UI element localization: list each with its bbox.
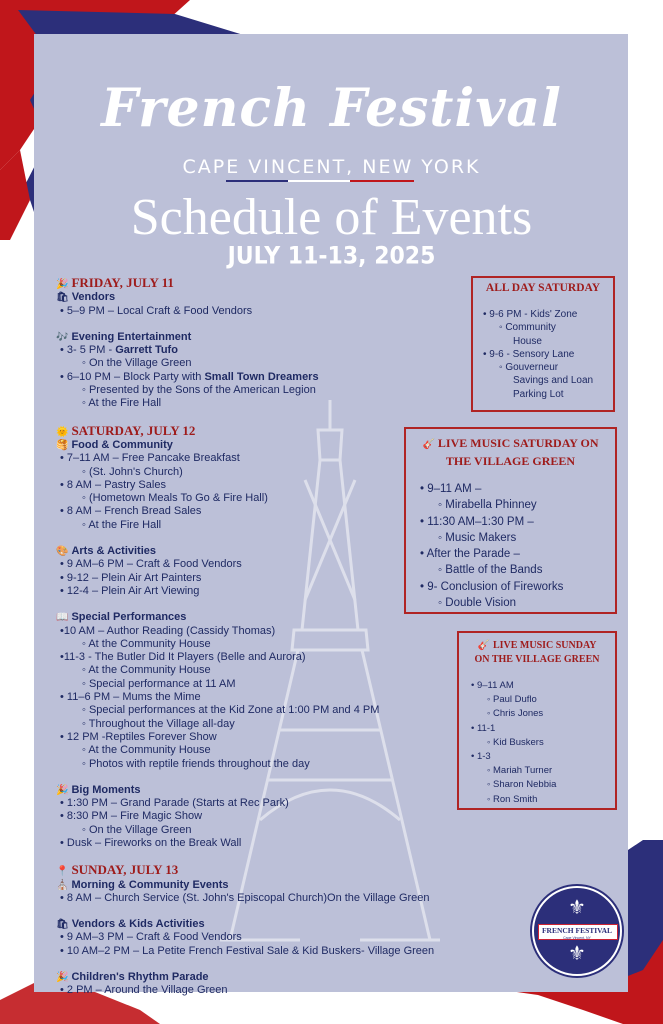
location-subtitle: CAPE VINCENT, NEW YORK — [182, 156, 481, 178]
list-subitem-cont: House — [513, 335, 542, 347]
list-subitem: ◦ Chris Jones — [487, 708, 544, 720]
evening-title: Evening Entertainment — [71, 330, 192, 343]
sunday-morning-section — [56, 863, 516, 905]
list-subitem: ◦ Music Makers — [438, 531, 517, 544]
live-music-saturday-box — [404, 427, 617, 614]
list-item: • 8 AM – Church Service (St. John's Episcopal Church)On the Village Green — [60, 891, 430, 904]
list-item: • 9- Conclusion of Fireworks — [420, 580, 564, 593]
list-item: • 9-6 - Sensory Lane — [483, 348, 575, 360]
list-item: • 9 AM–3 PM – Craft & Food Vendors — [60, 931, 242, 944]
list-subitem: ◦ Special performances at the Kid Zone at 1:00 PM and 4 PM — [82, 704, 380, 717]
special-title: Special Performances — [71, 611, 187, 624]
arts-title: Arts & Activities — [71, 545, 157, 558]
list-subitem: ◦ Double Vision — [438, 597, 517, 610]
list-item: • 8:30 PM – Fire Magic Show — [60, 810, 203, 823]
party-popper-icon: 🎉 — [56, 784, 69, 796]
list-subitem: ◦ Community — [499, 322, 556, 334]
friday-evening-section — [56, 331, 516, 411]
party-popper-icon: 🎉 — [56, 279, 69, 290]
list-item: • 3- 5 PM - Garrett Tufo — [60, 344, 178, 357]
list-subitem: ◦ Battle of the Bands — [438, 564, 543, 577]
list-subitem: ◦ Paul Duflo — [487, 694, 537, 706]
music-sun-title-1: LIVE MUSIC SUNDAY — [492, 640, 597, 651]
saturday-heading: SATURDAY, JULY 12 — [71, 422, 196, 438]
list-item: • 9-6 PM - Kids' Zone — [483, 309, 578, 320]
rhythm-title: Children's Rhythm Parade — [71, 971, 209, 984]
list-item: • 12 PM -Reptiles Forever Show — [60, 730, 217, 743]
list-subitem: ◦ On the Village Green — [82, 823, 192, 836]
friday-heading: FRIDAY, JULY 11 — [71, 275, 174, 290]
list-subitem: ◦ Ron Smith — [487, 793, 538, 805]
list-item: • Dusk – Fireworks on the Break Wall — [60, 836, 242, 849]
sunday-vendors-section — [56, 918, 516, 958]
festival-dates: JULY 11-13, 2025 — [227, 242, 436, 271]
list-item: • 2 PM – Around the Village Green — [60, 984, 228, 997]
list-item: • 5–9 PM – Local Craft & Food Vendors — [60, 304, 253, 317]
list-item: • 1:30 PM – Grand Parade (Starts at Rec Park) — [60, 797, 289, 810]
shopping-bags-icon: 🛍 — [56, 292, 69, 304]
underline-white — [288, 180, 350, 182]
schedule-title: Schedule of Events — [130, 189, 533, 246]
sunday-rhythm-section — [56, 971, 516, 998]
underline-red — [350, 180, 414, 182]
list-item: • 6–10 PM – Block Party with Small Town Dreamers — [60, 370, 319, 383]
list-item: • 7–11 AM – Free Pancake Breakfast — [60, 452, 240, 465]
shopping-bags-icon: 🛍 — [56, 919, 69, 931]
fleur-de-lis-icon: ⚜ — [568, 897, 586, 919]
list-subitem: ◦ At the Community House — [82, 664, 211, 677]
fleur-de-lis-icon: ⚜ — [568, 943, 586, 965]
list-subitem: ◦ Photos with reptile friends throughout the day — [82, 757, 310, 770]
music-sun-title-2: ON THE VILLAGE GREEN — [474, 654, 600, 665]
pancake-icon: 🥞 — [56, 439, 69, 451]
sun-icon: 🌞 — [56, 426, 69, 438]
list-item: • 9–11 AM — [471, 680, 514, 691]
list-item: • 1-3 — [471, 751, 491, 763]
list-subitem: ◦ At the Fire Hall — [82, 518, 162, 531]
logo-subtext: Cape Vincent, NY — [563, 936, 591, 940]
list-subitem: ◦ Gouverneur — [499, 362, 559, 374]
list-item: • 10 AM–2 PM – La Petite French Festival Sale & Kid Buskers- Village Green — [60, 944, 435, 957]
sunday-vendors-title: Vendors & Kids Activities — [71, 918, 205, 931]
list-item: •11-3 - The Butler Did It Players (Belle and Aurora) — [60, 651, 306, 664]
list-item: • After the Parade – — [420, 548, 520, 561]
friday-vendors-title: Vendors — [71, 291, 116, 304]
church-icon: ⛪ — [56, 879, 69, 891]
list-subitem: ◦ At the Community House — [82, 637, 211, 650]
saturday-big-section — [56, 784, 516, 850]
morning-title: Morning & Community Events — [71, 878, 229, 891]
list-item: • 8 AM – Pastry Sales — [60, 478, 166, 491]
food-title: Food & Community — [71, 438, 173, 451]
music-sat-title-1: LIVE MUSIC SATURDAY ON — [437, 436, 599, 450]
list-subitem: ◦ Mariah Turner — [487, 765, 553, 777]
list-item: • 9-12 – Plein Air Art Painters — [60, 571, 202, 584]
pin-icon: 📍 — [56, 866, 69, 878]
guitar-icon: 🎸 — [422, 439, 435, 450]
book-icon: 📖 — [56, 612, 69, 624]
all-day-saturday-box — [471, 276, 615, 412]
sunday-heading: SUNDAY, JULY 13 — [71, 862, 179, 878]
list-subitem-cont: Parking Lot — [513, 388, 564, 400]
music-sat-title-2: THE VILLAGE GREEN — [445, 454, 576, 468]
festival-title: French Festival — [101, 78, 562, 139]
festival-logo — [532, 886, 622, 976]
big-moments-title: Big Moments — [71, 783, 141, 796]
list-item: • 9–11 AM – — [420, 483, 482, 495]
list-subitem: ◦ On the Village Green — [82, 357, 192, 370]
list-subitem: ◦ Mirabella Phinney — [438, 499, 537, 512]
list-subitem: ◦ At the Fire Hall — [82, 397, 162, 410]
list-subitem: ◦ Throughout the Village all-day — [82, 717, 235, 730]
list-subitem: ◦ (St. John's Church) — [82, 465, 183, 478]
music-notes-icon: 🎶 — [56, 331, 69, 343]
friday-section — [56, 276, 516, 318]
palette-icon: 🎨 — [56, 546, 69, 558]
list-subitem-cont: Savings and Loan — [513, 375, 594, 387]
list-subitem: ◦ Presented by the Sons of the American Legion — [82, 384, 316, 397]
party-popper-icon: 🎉 — [56, 972, 69, 984]
list-subitem: ◦ Kid Buskers — [487, 736, 544, 748]
saturday-special-section — [56, 611, 516, 771]
list-subitem: ◦ (Hometown Meals To Go & Fire Hall) — [82, 492, 268, 505]
list-item: • 11:30 AM–1:30 PM – — [420, 515, 534, 528]
list-item: • 8 AM – French Bread Sales — [60, 505, 202, 518]
list-item: •10 AM – Author Reading (Cassidy Thomas) — [60, 624, 276, 637]
underline-blue — [226, 180, 288, 182]
list-subitem: ◦ At the Community House — [82, 744, 211, 757]
schedule-column — [56, 276, 516, 1011]
list-item: • 11-1 — [471, 722, 496, 734]
list-subitem: ◦ Sharon Nebbia — [487, 779, 557, 791]
guitar-icon: 🎸 — [477, 640, 490, 651]
list-item: • 9 AM–6 PM – Craft & Food Vendors — [60, 558, 242, 571]
list-subitem: ◦ Special performance at 11 AM — [82, 677, 236, 690]
list-item: • 12-4 – Plein Air Art Viewing — [60, 584, 200, 597]
logo-text: FRENCH FESTIVAL — [541, 926, 613, 935]
list-item: • 11–6 PM – Mums the Mime — [60, 691, 201, 704]
live-music-sunday-box — [457, 631, 617, 810]
all-day-title: ALL DAY SATURDAY — [485, 282, 601, 294]
